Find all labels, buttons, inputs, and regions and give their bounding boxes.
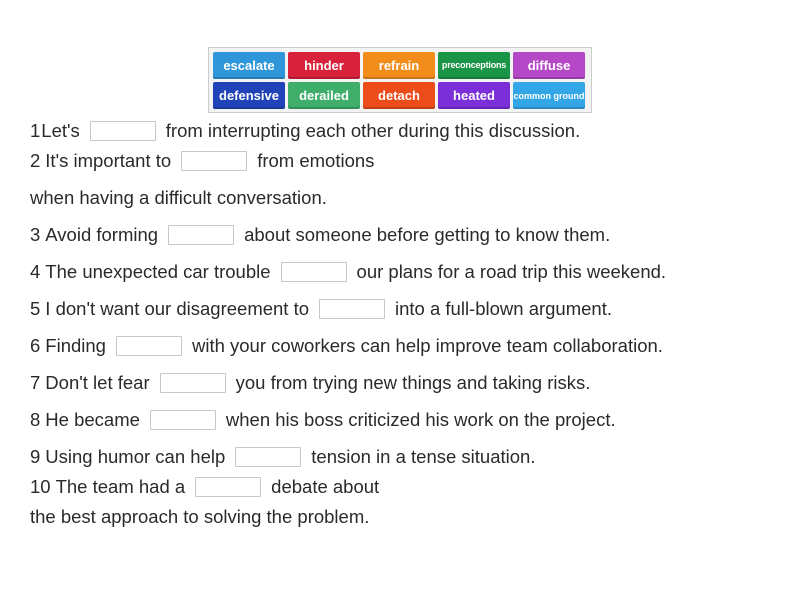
sentence-text-after: about someone before getting to know them. bbox=[244, 224, 611, 245]
word-tile-detach[interactable]: detach bbox=[363, 82, 435, 109]
sentence-text-after: from interrupting each other during this discussion. bbox=[165, 120, 581, 141]
sentence-text-after: from emotions bbox=[257, 150, 375, 171]
sentence-number: 3 bbox=[30, 224, 41, 245]
sentence-list bbox=[30, 0, 790, 600]
sentence-text-after: into a full-blown argument. bbox=[395, 298, 612, 319]
word-tile-preconceptions[interactable]: preconceptions bbox=[438, 52, 510, 79]
sentence-number: 5 bbox=[30, 298, 41, 319]
sentence-text-before: The team had a bbox=[55, 476, 186, 497]
word-tile-common-ground[interactable]: common ground bbox=[513, 82, 585, 109]
sentence-1 bbox=[30, 118, 580, 144]
word-tile-escalate[interactable]: escalate bbox=[213, 52, 285, 79]
sentence-7 bbox=[30, 370, 590, 396]
sentence-number: 2 bbox=[30, 150, 41, 171]
answer-blank-4[interactable] bbox=[281, 262, 347, 282]
sentence-number: 7 bbox=[30, 372, 41, 393]
sentence-text-before: He became bbox=[45, 409, 140, 430]
word-tile-derailed[interactable]: derailed bbox=[288, 82, 360, 109]
answer-blank-10[interactable] bbox=[195, 477, 261, 497]
sentence-text-after: with your coworkers can help improve team collaboration. bbox=[191, 335, 663, 356]
sentence-text-before: Using humor can help bbox=[45, 446, 226, 467]
answer-blank-8[interactable] bbox=[150, 410, 216, 430]
sentence-text-after: when his boss criticized his work on the project. bbox=[225, 409, 616, 430]
word-tile-diffuse[interactable]: diffuse bbox=[513, 52, 585, 79]
word-tile-hinder[interactable]: hinder bbox=[288, 52, 360, 79]
answer-blank-6[interactable] bbox=[116, 336, 182, 356]
answer-blank-5[interactable] bbox=[319, 299, 385, 319]
answer-blank-3[interactable] bbox=[168, 225, 234, 245]
sentence-text-before: The unexpected car trouble bbox=[45, 261, 271, 282]
sentence-text-before: Finding bbox=[45, 335, 106, 356]
answer-blank-2[interactable] bbox=[181, 151, 247, 171]
sentence-text-continuation: the best approach to solving the problem. bbox=[30, 506, 370, 527]
sentence-10-continuation bbox=[30, 504, 369, 530]
sentence-text-before: Don't let fear bbox=[45, 372, 150, 393]
sentence-text-after: tension in a tense situation. bbox=[311, 446, 536, 467]
sentence-text-after: our plans for a road trip this weekend. bbox=[356, 261, 667, 282]
sentence-text-before: It's important to bbox=[45, 150, 172, 171]
sentence-5 bbox=[30, 296, 612, 322]
sentence-4 bbox=[30, 259, 666, 285]
word-tile-defensive[interactable]: defensive bbox=[213, 82, 285, 109]
sentence-number: 10 bbox=[30, 476, 51, 497]
sentence-text-after: you from trying new things and taking risks. bbox=[235, 372, 591, 393]
sentence-6 bbox=[30, 333, 663, 359]
sentence-2 bbox=[30, 148, 374, 174]
sentence-text-before: Let's bbox=[41, 120, 80, 141]
answer-blank-9[interactable] bbox=[235, 447, 301, 467]
sentence-number: 4 bbox=[30, 261, 41, 282]
sentence-number: 9 bbox=[30, 446, 41, 467]
sentence-text-before: I don't want our disagreement to bbox=[45, 298, 310, 319]
sentence-number: 1 bbox=[30, 120, 41, 141]
word-tile-refrain[interactable]: refrain bbox=[363, 52, 435, 79]
sentence-text-continuation: when having a difficult conversation. bbox=[30, 187, 327, 208]
answer-blank-1[interactable] bbox=[90, 121, 156, 141]
answer-blank-7[interactable] bbox=[160, 373, 226, 393]
sentence-text-after: debate about bbox=[271, 476, 380, 497]
sentence-10 bbox=[30, 474, 379, 500]
sentence-2-continuation bbox=[30, 185, 327, 211]
sentence-8 bbox=[30, 407, 616, 433]
sentence-number: 6 bbox=[30, 335, 41, 356]
word-tile-heated[interactable]: heated bbox=[438, 82, 510, 109]
sentence-3 bbox=[30, 222, 610, 248]
sentence-text-before: Avoid forming bbox=[45, 224, 159, 245]
sentence-9 bbox=[30, 444, 535, 470]
sentence-number: 8 bbox=[30, 409, 41, 430]
